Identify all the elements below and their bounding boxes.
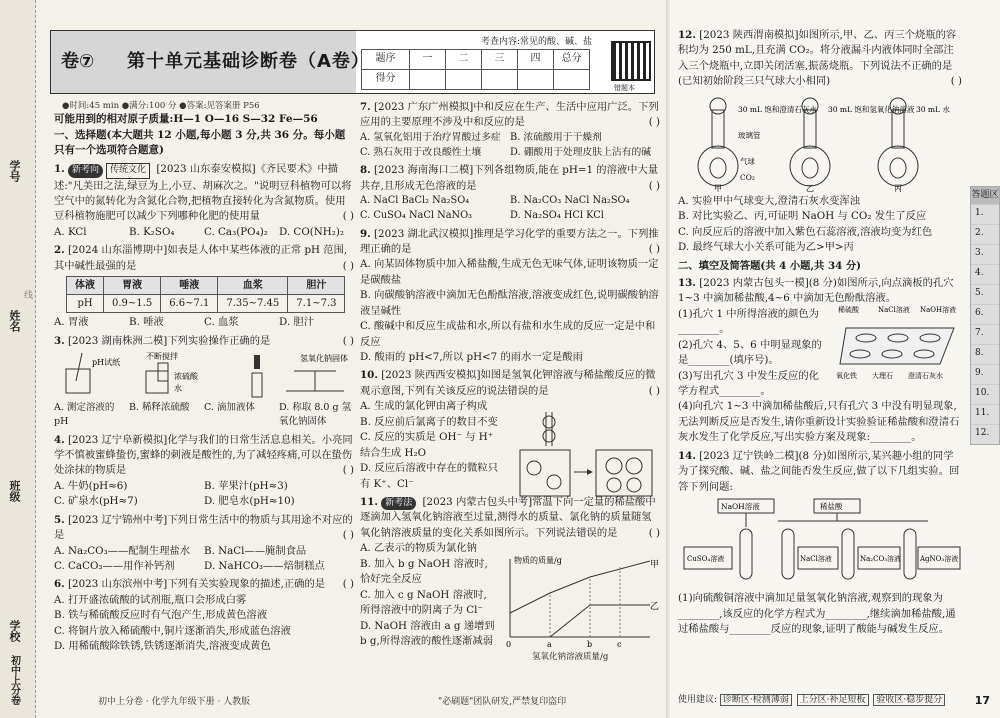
option-a[interactable]: A. 氢氧化铝用于治疗胃酸过多症 — [360, 131, 501, 143]
new-method-tag: 新考法 — [381, 497, 416, 511]
question-10 — [360, 368, 660, 492]
answer-paren[interactable]: ( ) — [342, 464, 354, 477]
option-a[interactable]: A. 牛奶(pH≈6) — [54, 479, 128, 492]
question-column-right — [678, 28, 962, 640]
question-5 — [54, 513, 354, 575]
question-text: [2023 辽宁阜新模拟]化学与我们的日常生活息息相关。小亮同学不慎被蜜蜂蛰伤,蜜蜂的刺液是酸性的,为了减轻疼痛,可以在蛰伤处涂抹的物质是 — [54, 433, 353, 477]
question-7 — [360, 100, 660, 160]
option-a[interactable]: A. Na₂CO₃——配制生理盐水 — [54, 544, 191, 557]
table-cell: 7.35~7.45 — [218, 295, 288, 313]
series-line-yi — [510, 605, 650, 637]
naoh-solid-label: 氢氧化钠固体 — [300, 354, 348, 363]
name-label: 姓名 — [7, 310, 21, 332]
option-c[interactable]: C. 向反应后的溶液中加入紫色石蕊溶液,溶液均变为红色 — [678, 225, 933, 238]
new-direction-tag: 新考向 — [68, 164, 103, 178]
question-text: [2023 广东广州模拟]中和反应在生产、生活中应用广泛。下列应用的主要原理不涉及中和反应的是 — [360, 101, 659, 129]
question-11 — [360, 495, 660, 662]
question-12 — [678, 28, 962, 256]
mass-curve-figure — [500, 553, 660, 651]
glass-tube-label: 玻璃管 — [738, 130, 761, 140]
question-text: [2023 海南海口二模]下列各组物质,能在 pH=1 的溶液中大量共存,且形成无色溶液的是 — [360, 164, 659, 192]
exam-title: 第十单元基础诊断卷（A卷） — [127, 51, 370, 72]
score-head-cell: 三 — [482, 50, 518, 70]
question-4 — [54, 433, 354, 510]
right-page — [670, 0, 1000, 718]
option-d[interactable]: D. Na₂SO₄ HCl KCl — [510, 209, 604, 221]
table-header: 体液 — [67, 277, 104, 295]
question-column-left — [54, 162, 354, 658]
sub-question-1[interactable]: (1)向硫酸铜溶液中滴加足量氢氧化钠溶液,观察到的现象为________,该反应的化学方程式为________,继续滴加稀盐酸,通过稀盐酸与________反应的现象,证明了酸能与碱发生反应。 — [678, 592, 956, 635]
question-6 — [54, 577, 354, 654]
answer-slot[interactable]: 7. — [971, 324, 999, 344]
answer-paren[interactable]: ( ) — [648, 242, 660, 255]
section-two-heading: 二、填空及简答题(共 4 小题,共 34 分) — [678, 259, 862, 272]
table-cell: 7.1~7.3 — [288, 295, 345, 313]
use-tip — [678, 694, 947, 707]
option-d[interactable]: D. 胆汁 — [279, 316, 315, 329]
plate-label-nacl: NaCl溶液 — [878, 305, 910, 314]
reagent-tubes-figure — [678, 497, 962, 589]
chart-xlabel: 氢氧化钠溶液质量/g — [532, 651, 609, 662]
option-c[interactable]: C. 矿泉水(pH≈7) — [54, 495, 138, 508]
volume-number: 卷⑦ — [61, 51, 95, 72]
ph-paper-label: pH试纸 — [92, 358, 121, 367]
option-b[interactable]: B. 对比实验乙、丙,可证明 NaOH 与 CO₂ 发生了反应 — [678, 210, 927, 223]
question-text: [2023 陕西渭南模拟]如图所示,甲、乙、丙三个烧瓶的容积均为 250 mL,且充满 CO₂。将分液漏斗内液体同时全部注入三个烧瓶中,立即关闭活塞,振荡烧瓶。下列说法不正确的是(已知初始阶段三只气球大小相同) — [678, 29, 957, 88]
option-b[interactable]: B. 向碳酸钠溶液中滴加无色酚酞溶液,溶液变成红色,说明碳酸钠溶液呈碱性 — [360, 289, 659, 317]
atomic-mass-line: 可能用到的相对原子质量:H—1 O—16 S—32 Fe—56 — [54, 113, 318, 125]
score-cell[interactable] — [554, 70, 590, 90]
x-tick-0: 0 — [506, 639, 512, 649]
flask-jia: 甲 — [714, 183, 722, 192]
option-c[interactable]: C. 熟石灰用于改良酸性土壤 — [360, 146, 482, 158]
score-head-cell: 一 — [410, 50, 446, 70]
lab-operations-figure — [54, 351, 354, 399]
question-13 — [678, 276, 962, 446]
reagent-naoh: NaOH溶液 — [721, 502, 760, 512]
footer-mid: "必刷题"团队研发,严禁复印盗印 — [438, 697, 567, 707]
series-label-jia: 甲 — [650, 559, 660, 570]
answer-slot[interactable]: 5. — [971, 284, 999, 304]
plate-label-marble: 大理石 — [872, 371, 893, 380]
qr-caption: 错题本 — [614, 84, 635, 92]
question-text: [2023 湖南株洲二模]下列实验操作正确的是 — [68, 334, 271, 347]
option-d[interactable]: D. 肥皂水(pH≈10) — [204, 495, 295, 508]
question-number: 1. — [54, 163, 65, 175]
use-tip-item: 诊断区·检测薄弱 — [720, 694, 792, 706]
answer-slot[interactable]: 3. — [971, 244, 999, 264]
question-number: 14. — [678, 449, 696, 462]
score-row-label: 得分 — [362, 70, 410, 90]
plate-label-limewater: 澄清石灰水 — [908, 371, 943, 380]
option-d[interactable]: D. 酸雨的 pH<7,所以 pH<7 的雨水一定是酸雨 — [360, 351, 583, 363]
plate-label-fe2o3: 氧化铁 — [836, 371, 857, 380]
option-c[interactable]: C. 将铜片放入稀硫酸中,铜片逐渐消失,形成蓝色溶液 — [54, 624, 291, 637]
option-c[interactable]: C. 血浆 — [204, 316, 239, 329]
score-cell[interactable] — [446, 70, 482, 90]
answer-paren[interactable]: ( ) — [342, 578, 354, 591]
question-number: 4. — [54, 433, 65, 446]
use-tip-item: 验收区·稳步提分 — [873, 694, 945, 706]
option-b[interactable]: B. K₂SO₄ — [129, 225, 175, 238]
question-number: 13. — [678, 276, 696, 289]
option-a[interactable]: A. NaCl BaCl₂ Na₂SO₄ — [360, 195, 470, 207]
option-b[interactable]: B. 苹果汁(pH≈3) — [204, 479, 288, 492]
conc-acid-label: 浓硫酸 — [174, 372, 198, 381]
score-head-cell: 总分 — [554, 50, 590, 70]
table-cell: 0.9~1.5 — [104, 295, 161, 313]
question-9 — [360, 227, 660, 366]
plate-label-h2so4: 稀硫酸 — [838, 305, 859, 314]
solution-nacl: NaCl溶液 — [800, 555, 832, 564]
table-header: 血浆 — [218, 277, 288, 295]
score-cell[interactable] — [518, 70, 554, 90]
question-text: [2023 辽宁锦州中考]下列日常生活中的物质与其用途不对应的是 — [54, 513, 353, 542]
x-tick-c: c — [617, 639, 622, 649]
answer-tab — [970, 186, 1000, 445]
water-label: 水 — [174, 384, 182, 393]
table-header: 唾液 — [161, 277, 218, 295]
option-b[interactable]: B. 唾液 — [129, 316, 164, 329]
answer-slot[interactable]: 4. — [971, 264, 999, 284]
option-a[interactable]: A. 实验甲中气球变大,澄清石灰水变浑浊 — [678, 194, 861, 207]
option-a[interactable]: A. 测定溶液的 pH — [54, 402, 115, 428]
table-header: 胆汁 — [288, 277, 345, 295]
option-a[interactable]: A. 生成的氯化钾由离子构成 — [360, 400, 488, 413]
score-cell[interactable] — [410, 70, 446, 90]
option-d[interactable]: D. CO(NH₂)₂ — [279, 225, 345, 238]
table-cell: pH — [67, 295, 104, 313]
question-text: [2023 内蒙古包头中考]常温下向一定量的稀盐酸中逐滴加入氢氧化钠溶液至过量,测得水的质量、氯化钠的质量随氢氧化钠溶液质量的变化关系如图所示。下列说法错误的是 — [360, 495, 656, 539]
question-text: [2023 山东泰安模拟]《齐民要术》中描述:"凡美田之法,绿豆为上,小豆、胡麻次之。"说明豆科植物可以将空气中的氮转化为含氮化合物,把植物直接转化为含氮物质。使用豆科植物施肥可以减少下列哪种化肥的使用量 — [54, 163, 352, 223]
option-a[interactable]: A. 向某固体物质中加入稀盐酸,生成无色无味气体,证明该物质一定是碳酸盐 — [360, 258, 659, 286]
answer-slot[interactable]: 11. — [971, 404, 999, 424]
option-b[interactable]: B. 加入 b g NaOH 溶液时,恰好完全反应 — [360, 557, 488, 586]
solution-na2co3: Na₂CO₃溶液 — [860, 555, 902, 564]
question-number: 5. — [54, 513, 65, 526]
question-number: 12. — [678, 29, 696, 41]
answer-slot[interactable]: 6. — [971, 304, 999, 324]
question-number: 9. — [360, 227, 371, 240]
chart-ylabel: 物质的质量/g — [514, 555, 562, 565]
left-page — [38, 0, 670, 718]
question-text: [2024 山东淄博期中]如表是人体中某些体液的正常 pH 范围,其中碱性最强的是 — [54, 244, 348, 272]
section-one-heading: 一、选择题(本大题共 12 小题,每小题 3 分,共 36 分。每小题只有一个选项符合题意) — [54, 129, 346, 157]
x-tick-b: b — [587, 639, 593, 649]
question-column-middle — [360, 100, 660, 662]
spot-plate-figure — [836, 304, 962, 384]
option-c[interactable]: C. 滴加液体 — [204, 402, 255, 413]
option-d[interactable]: D. 反应后溶液中存在的微粒只有 K⁺、Cl⁻ — [360, 462, 498, 490]
question-number: 6. — [54, 578, 65, 591]
exam-header — [50, 30, 655, 94]
reagent-hcl: 稀盐酸 — [820, 502, 843, 512]
plate-label-naoh: NaOH溶液 — [920, 305, 957, 314]
option-a[interactable]: A. 打开盛浓硫酸的试剂瓶,瓶口会形成白雾 — [54, 593, 247, 606]
culture-tag: 传统文化 — [106, 163, 150, 179]
answer-paren[interactable]: ( ) — [648, 116, 660, 129]
option-c[interactable]: C. 反应的实质是 OH⁻ 与 H⁺ 结合生成 H₂O — [360, 431, 494, 459]
option-a[interactable]: A. 胃液 — [54, 316, 89, 329]
answer-paren[interactable]: ( ) — [342, 334, 354, 347]
option-c[interactable]: C. Ca₃(PO₄)₂ — [204, 225, 268, 238]
sub-question-1[interactable]: (1)孔穴 1 中所得溶液的颜色为________。 — [678, 307, 819, 336]
option-d[interactable]: D. 用稀硫酸除铁锈,铁锈逐渐消失,溶液变成黄色 — [54, 640, 271, 653]
answer-paren[interactable]: ( ) — [648, 526, 660, 539]
option-a[interactable]: A. KCl — [54, 225, 87, 238]
score-head-cell: 二 — [446, 50, 482, 70]
question-number: 10. — [360, 369, 378, 382]
question-number: 8. — [360, 164, 371, 177]
option-d[interactable]: D. 称取 8.0 g 氢氧化钠固体 — [279, 402, 352, 428]
binding-spine — [0, 0, 36, 718]
table-header: 胃液 — [104, 277, 161, 295]
solution-cuso4: CuSO₄溶液 — [687, 555, 725, 564]
score-head-cell: 题序 — [362, 50, 410, 70]
exam-meta: ●时间:45 min ●满分:100 分 ●答案:见答案册 P56 — [62, 101, 260, 111]
flask-yi: 乙 — [806, 183, 814, 192]
balloon-label: 气球 — [740, 156, 755, 166]
co2-label: CO₂ — [740, 172, 755, 182]
cut-line-label: 线 — [22, 290, 33, 299]
option-d[interactable]: D. NaOH 溶液由 a g 递增到 b g,所得溶液的酸性逐渐减弱 — [360, 619, 495, 647]
option-d[interactable]: D. NaHCO₃——焙制糕点 — [204, 560, 325, 572]
answer-paren[interactable]: ( ) — [648, 384, 660, 397]
option-b[interactable]: B. 稀释浓硫酸 — [129, 402, 190, 413]
flask-bing: 丙 — [894, 183, 902, 192]
option-d[interactable]: D. 硼酸用于处理皮肤上沾有的碱 — [510, 146, 652, 158]
answer-slot[interactable]: 8. — [971, 344, 999, 364]
flask-label-naoh: 30 mL 饱和氢氧化钠溶液 — [828, 104, 915, 114]
question-text: [2023 湖北武汉模拟]推理是学习化学的重要方法之一。下列推理正确的是 — [360, 227, 659, 255]
question-2 — [54, 243, 354, 330]
solution-agno3: AgNO₃溶液 — [920, 555, 959, 564]
ph-table — [66, 276, 345, 313]
sub-question-2[interactable]: (2)孔穴 4、5、6 中明显现象的是________(填序号)。 — [678, 338, 822, 367]
option-d[interactable]: D. 最终气球大小关系可能为乙>甲>丙 — [678, 241, 854, 254]
x-tick-a: a — [547, 639, 552, 649]
series-label-yi: 乙 — [650, 601, 660, 612]
score-cell[interactable] — [482, 70, 518, 90]
sub-question-3[interactable]: (3)写出孔穴 3 中发生反应的化学方程式________。 — [678, 369, 819, 397]
co2-flask-figure — [678, 92, 962, 192]
use-tip-item: 上分区·补足短板 — [797, 694, 869, 706]
flask-label-limewater: 30 mL 饱和澄清石灰水 — [738, 104, 817, 114]
answer-paren[interactable]: ( ) — [950, 75, 962, 88]
answer-paren[interactable]: ( ) — [648, 179, 660, 192]
flask-label-water: 30 mL 水 — [916, 104, 950, 114]
answer-paren[interactable]: ( ) — [342, 529, 354, 542]
school-label: 学校 — [7, 620, 21, 642]
use-tip-label: 使用建议: — [678, 695, 718, 705]
page-number: 17 — [974, 694, 990, 707]
answer-tab-head: 答题区 — [971, 187, 999, 204]
option-c[interactable]: C. CaCO₃——用作补钙剂 — [54, 560, 175, 572]
question-3 — [54, 334, 354, 430]
stirring-label: 不断搅拌 — [146, 352, 178, 361]
option-b[interactable]: B. 浓硫酸用于干燥剂 — [510, 131, 602, 143]
score-head-cell: 四 — [518, 50, 554, 70]
option-c[interactable]: C. 酸碱中和反应生成盐和水,所以有盐和水生成的反应一定是中和反应 — [360, 320, 656, 348]
question-text: [2023 陕西西安模拟]如图是氢氧化钾溶液与稀盐酸反应的微观示意图,下列有关该反应的说法错误的是 — [360, 369, 656, 397]
question-number: 2. — [54, 244, 65, 257]
question-text: [2023 山东滨州中考]下列有关实验现象的描述,正确的是 — [68, 578, 326, 591]
student-id-label: 学号 — [7, 160, 21, 182]
exam-scope: 考查内容:常见的酸、碱、盐 — [481, 37, 593, 47]
question-number: 7. — [360, 101, 371, 113]
option-c[interactable]: C. 加入 c g NaOH 溶液时,所得溶液中的阴离子为 Cl⁻ — [360, 588, 487, 617]
answer-slot[interactable]: 10. — [971, 384, 999, 404]
answer-slot[interactable]: 12. — [971, 424, 999, 444]
question-8 — [360, 163, 660, 223]
table-cell: 6.6~7.1 — [161, 295, 218, 313]
option-b[interactable]: B. Na₂CO₃ NaCl Na₂SO₄ — [510, 195, 630, 207]
brand-label: 初中上分卷 — [8, 655, 20, 705]
answer-paren[interactable]: ( ) — [342, 210, 354, 223]
question-number: 3. — [54, 334, 65, 347]
question-text: [2023 内蒙古包头一模](8 分)如图所示,向点滴板的孔穴 1~3 中滴加稀盐酸,4~6 中滴加无色酚酞溶液。 — [678, 276, 954, 305]
answer-slot[interactable]: 1. — [971, 204, 999, 224]
qr-code-icon[interactable] — [611, 41, 651, 81]
option-c[interactable]: C. CuSO₄ NaCl NaNO₃ — [360, 209, 473, 221]
option-b[interactable]: B. 铁与稀硫酸反应时有气泡产生,形成黄色溶液 — [54, 609, 268, 622]
question-1 — [54, 162, 354, 240]
answer-slot[interactable]: 9. — [971, 364, 999, 384]
ion-reaction-figure — [516, 410, 656, 500]
question-14 — [678, 449, 962, 638]
footer-left: 初中上分卷 · 化学九年级下册 · 人教版 — [98, 697, 251, 707]
class-label: 班级 — [7, 480, 21, 502]
answer-slot[interactable]: 2. — [971, 224, 999, 244]
question-number: 11. — [360, 495, 378, 508]
option-b[interactable]: B. 反应前后氯离子的数目不变 — [360, 415, 498, 428]
score-table — [361, 49, 590, 90]
option-a[interactable]: A. 乙表示的物质为氯化钠 — [360, 542, 477, 555]
option-b[interactable]: B. NaCl——腌制食品 — [204, 544, 307, 557]
sub-question-4[interactable]: (4)向孔穴 1~3 中滴加稀盐酸后,只有孔穴 3 中没有明显现象,无法判断反应是否发生,请你重新设计实验验证稀盐酸和澄清石灰水发生了化学反应,写出实验方案及现象:________。 — [678, 400, 960, 444]
question-text: [2023 辽宁铁岭二模](8 分)如图所示,某兴趣小组的同学为了探究酸、碱、盐之间能否发生反应,做了以下几组实验。回答下列问题: — [678, 449, 960, 493]
answer-paren[interactable]: ( ) — [342, 259, 354, 272]
